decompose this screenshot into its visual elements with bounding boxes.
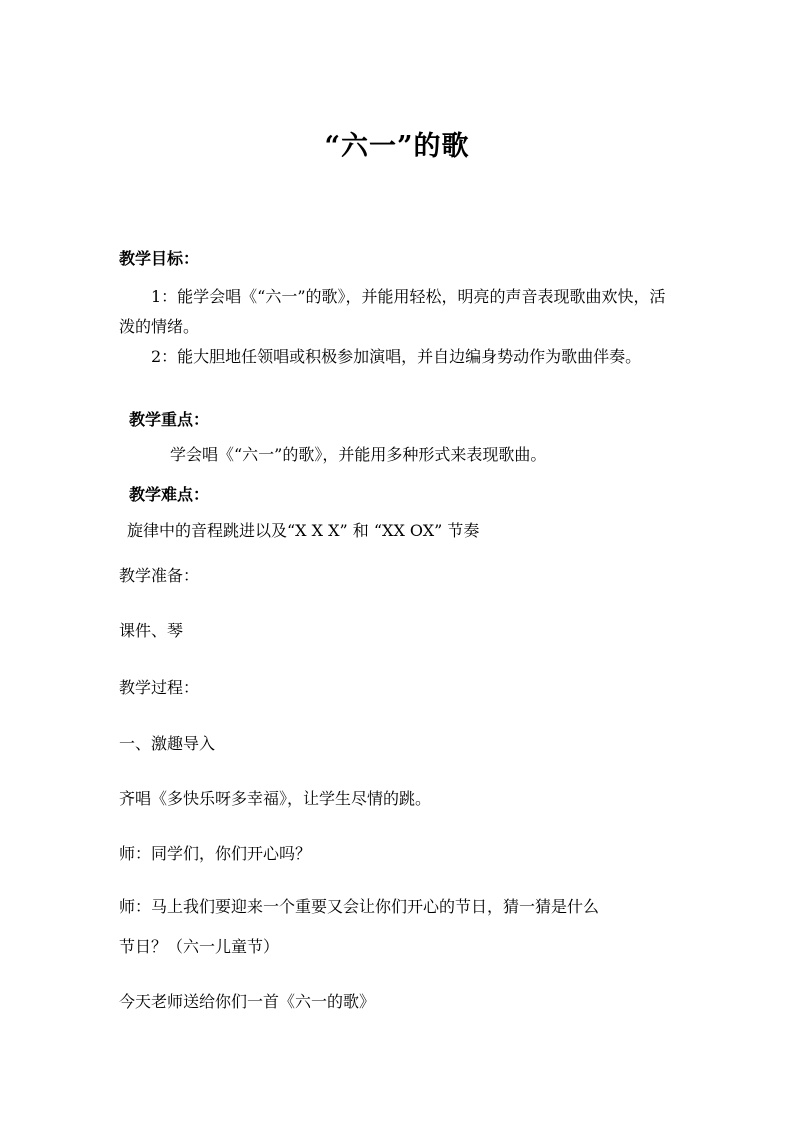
prep-heading: 教学准备： <box>119 566 200 585</box>
page-title: “六一”的歌 <box>324 131 470 162</box>
difficulty-text: 旋律中的音程跳进以及“X X X” 和 “XX OX” 节奏 <box>127 521 480 540</box>
step-1-heading: 一、激趣导入 <box>119 734 216 753</box>
goal-1: 1：能学会唱《“六一”的歌》，并能用轻松，明亮的声音表现歌曲欢快，活泼的情绪。 <box>119 287 666 336</box>
process-line-3b: 节日？（六一儿童节） <box>119 937 280 956</box>
process-line-3a: 师：马上我们要迎来一个重要又会让你们开心的节日，猜一猜是什么 <box>119 897 600 916</box>
prep-text: 课件、琴 <box>119 621 184 640</box>
process-heading: 教学过程： <box>119 678 200 697</box>
difficulty-heading: 教学难点： <box>129 485 210 504</box>
key-heading: 教学重点： <box>129 410 210 429</box>
process-line-1: 齐唱《多快乐呀多幸福》，让学生尽情的跳。 <box>119 789 432 808</box>
process-line-2: 师：同学们，你们开心吗？ <box>119 844 312 863</box>
process-line-4: 今天老师送给你们一首《六一的歌》 <box>119 992 376 1011</box>
goal-2: 2：能大胆地任领唱或积极参加演唱，并自边编身势动作为歌曲伴奏。 <box>151 347 642 366</box>
goals-heading: 教学目标： <box>119 249 200 268</box>
key-text: 学会唱《“六一”的歌》，并能用多种形式来表现歌曲。 <box>170 445 547 464</box>
